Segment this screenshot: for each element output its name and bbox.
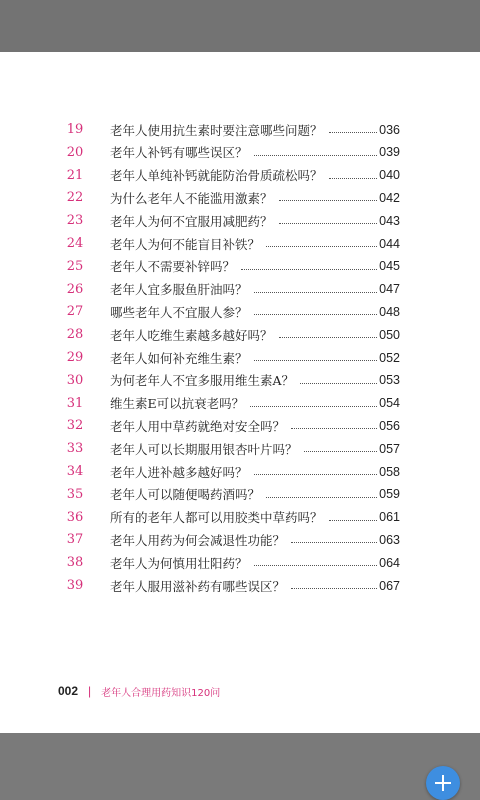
footer-separator: | bbox=[88, 684, 92, 698]
toc-entry-page: 044 bbox=[379, 236, 400, 251]
toc-entry-body bbox=[110, 369, 400, 392]
toc-entry-title: 老年人可以长期服用银杏叶片吗？ bbox=[110, 441, 298, 457]
toc-entry-number: 20 bbox=[66, 144, 84, 160]
toc-entry-title: 老年人服用滋补药有哪些误区？ bbox=[110, 578, 286, 594]
toc-entry-body bbox=[110, 551, 400, 574]
toc-entry[interactable] bbox=[0, 300, 480, 323]
toc-entry[interactable] bbox=[0, 414, 480, 437]
toc-entry-title: 为什么老年人不能滥用激素？ bbox=[110, 190, 273, 206]
page-footer bbox=[58, 682, 220, 700]
toc-entry[interactable] bbox=[0, 278, 480, 301]
toc-entry-body bbox=[110, 506, 400, 529]
toc-entry[interactable] bbox=[0, 574, 480, 597]
toc-entry-body bbox=[110, 483, 400, 506]
toc-entry-number: 34 bbox=[66, 464, 84, 479]
dot-leader bbox=[266, 497, 377, 498]
toc-entry[interactable] bbox=[0, 437, 480, 460]
toc-entry-number: 25 bbox=[66, 258, 84, 274]
toc-entry-title: 老年人宜多服鱼肝油吗？ bbox=[110, 282, 248, 298]
toc-entry-page: 053 bbox=[379, 373, 400, 388]
dot-leader bbox=[291, 588, 377, 589]
toc-entry-number: 35 bbox=[66, 486, 84, 502]
toc-entry-title: 哪些老年人不宜服人参？ bbox=[110, 304, 248, 320]
toc-entry-body bbox=[110, 300, 400, 323]
toc-entry-title: 所有的老年人都可以用胶类中草药吗？ bbox=[110, 510, 323, 526]
dot-leader bbox=[254, 565, 378, 566]
toc-entry-number: 31 bbox=[66, 395, 84, 411]
toc-entry-page: 042 bbox=[379, 190, 400, 205]
toc-entry-page: 061 bbox=[379, 510, 400, 525]
toc-entry-number: 32 bbox=[66, 418, 84, 434]
dot-leader bbox=[254, 292, 378, 293]
toc-entry[interactable] bbox=[0, 392, 480, 415]
toc-entry[interactable] bbox=[0, 164, 480, 187]
toc-entry[interactable] bbox=[0, 369, 480, 392]
toc-entry-title: 老年人为何不能盲目补铁？ bbox=[110, 236, 261, 252]
toc-entry-title: 老年人可以随便喝药酒吗？ bbox=[110, 487, 261, 503]
dot-leader bbox=[291, 428, 377, 429]
toc-entry-number: 23 bbox=[66, 213, 84, 229]
toc-entry-page: 045 bbox=[379, 259, 400, 274]
dot-leader bbox=[279, 337, 378, 338]
toc-entry-page: 054 bbox=[379, 396, 400, 411]
toc-entry-number: 28 bbox=[66, 327, 84, 343]
toc-entry-page: 050 bbox=[379, 327, 400, 342]
toc-entry-number: 19 bbox=[66, 122, 84, 137]
toc-entry-page: 052 bbox=[379, 350, 400, 365]
toc-entry[interactable] bbox=[0, 186, 480, 209]
dot-leader bbox=[329, 132, 378, 133]
toc-entry[interactable] bbox=[0, 346, 480, 369]
dot-leader bbox=[300, 383, 377, 384]
toc-entry[interactable] bbox=[0, 209, 480, 232]
toc-entry-page: 047 bbox=[379, 282, 400, 297]
toc-entry-body bbox=[110, 414, 400, 437]
toc-entry[interactable] bbox=[0, 141, 480, 164]
toc-entry-title: 老年人为何不宜服用减肥药？ bbox=[110, 213, 273, 229]
toc-entry-body bbox=[110, 323, 400, 346]
toc-entry-title: 老年人用药为何会减退性功能？ bbox=[110, 532, 286, 548]
toc-entry-body bbox=[110, 278, 400, 301]
dot-leader bbox=[304, 451, 378, 452]
toc-entry-title: 老年人进补越多越好吗？ bbox=[110, 464, 248, 480]
toc-entry[interactable] bbox=[0, 506, 480, 529]
toc-entry-page: 063 bbox=[379, 532, 400, 547]
toc-entry-page: 039 bbox=[379, 145, 400, 160]
toc-entry[interactable] bbox=[0, 551, 480, 574]
dot-leader bbox=[279, 223, 378, 224]
toc-entry-number: 37 bbox=[66, 532, 84, 548]
toc-entry-number: 27 bbox=[66, 304, 84, 320]
toc-entry-title: 老年人单纯补钙就能防治骨质疏松吗？ bbox=[110, 168, 323, 184]
toc-entry-number: 24 bbox=[66, 236, 84, 251]
toc-entry-body bbox=[110, 232, 400, 255]
toc-entry-page: 058 bbox=[379, 464, 400, 479]
toc-entry-title: 维生素E可以抗衰老吗？ bbox=[110, 396, 245, 412]
toc-entry-title: 为何老年人不宜多服用维生素A？ bbox=[110, 373, 295, 389]
add-button[interactable] bbox=[426, 766, 460, 800]
dot-leader bbox=[254, 360, 378, 361]
toc-entry[interactable] bbox=[0, 118, 480, 141]
toc-entry[interactable] bbox=[0, 460, 480, 483]
bottom-toolbar bbox=[0, 733, 480, 800]
toc-entry[interactable] bbox=[0, 255, 480, 278]
toc-entry[interactable] bbox=[0, 528, 480, 551]
dot-leader bbox=[254, 155, 378, 156]
toc-entry-body bbox=[110, 186, 400, 209]
toc-entry[interactable] bbox=[0, 323, 480, 346]
dot-leader bbox=[241, 269, 377, 270]
toc-entry-number: 26 bbox=[66, 281, 84, 297]
toc-entry-number: 21 bbox=[66, 167, 84, 183]
toc-entry-body bbox=[110, 209, 400, 232]
toc-entry-page: 064 bbox=[379, 555, 400, 570]
toc-entry-body bbox=[110, 141, 400, 164]
toc-entry-page: 059 bbox=[379, 487, 400, 502]
toc-entry-page: 036 bbox=[379, 122, 400, 137]
footer-book-title: 老年人合理用药知识120问 bbox=[101, 687, 221, 699]
dot-leader bbox=[291, 542, 377, 543]
toc-entry[interactable] bbox=[0, 232, 480, 255]
toc-entry-page: 043 bbox=[379, 213, 400, 228]
dot-leader bbox=[254, 314, 378, 315]
toc-entry-body bbox=[110, 392, 400, 415]
dot-leader bbox=[329, 520, 378, 521]
toc-entry-title: 老年人不需要补锌吗？ bbox=[110, 259, 236, 275]
toc-entry-body bbox=[110, 528, 400, 551]
dot-leader bbox=[266, 246, 377, 247]
footer-page-number: 002 bbox=[58, 684, 79, 698]
toc-entry-body bbox=[110, 574, 400, 597]
top-toolbar bbox=[0, 0, 480, 52]
toc-entry-page: 048 bbox=[379, 304, 400, 319]
toc-entry-page: 056 bbox=[379, 418, 400, 433]
toc-entry-number: 29 bbox=[66, 350, 84, 365]
toc-entry-body bbox=[110, 164, 400, 187]
dot-leader bbox=[254, 474, 378, 475]
toc-entry-body bbox=[110, 437, 400, 460]
toc-entry-body bbox=[110, 255, 400, 278]
dot-leader bbox=[279, 200, 378, 201]
toc-entry-title: 老年人补钙有哪些误区？ bbox=[110, 145, 248, 161]
toc-entry[interactable] bbox=[0, 483, 480, 506]
toc-entry-number: 22 bbox=[66, 190, 84, 206]
toc-entry-title: 老年人吃维生素越多越好吗？ bbox=[110, 327, 273, 343]
toc-entry-page: 057 bbox=[379, 441, 400, 456]
toc-entry-title: 老年人用中草药就绝对安全吗？ bbox=[110, 418, 286, 434]
dot-leader bbox=[329, 178, 378, 179]
toc-entry-title: 老年人为何慎用壮阳药？ bbox=[110, 555, 248, 571]
dot-leader bbox=[250, 406, 377, 407]
toc-entry-number: 36 bbox=[66, 509, 84, 525]
toc-entry-number: 33 bbox=[66, 441, 84, 457]
toc-entry-body bbox=[110, 118, 400, 141]
toc-entry-page: 067 bbox=[379, 578, 400, 593]
toc-entry-page: 040 bbox=[379, 168, 400, 183]
toc-entry-body bbox=[110, 346, 400, 369]
toc-entry-number: 38 bbox=[66, 555, 84, 571]
toc-entry-title: 老年人如何补充维生素？ bbox=[110, 350, 248, 366]
toc-entry-number: 30 bbox=[66, 372, 84, 388]
toc-entry-number: 39 bbox=[66, 578, 84, 593]
toc-entry-body bbox=[110, 460, 400, 483]
toc-entry-title: 老年人使用抗生素时要注意哪些问题？ bbox=[110, 122, 323, 138]
